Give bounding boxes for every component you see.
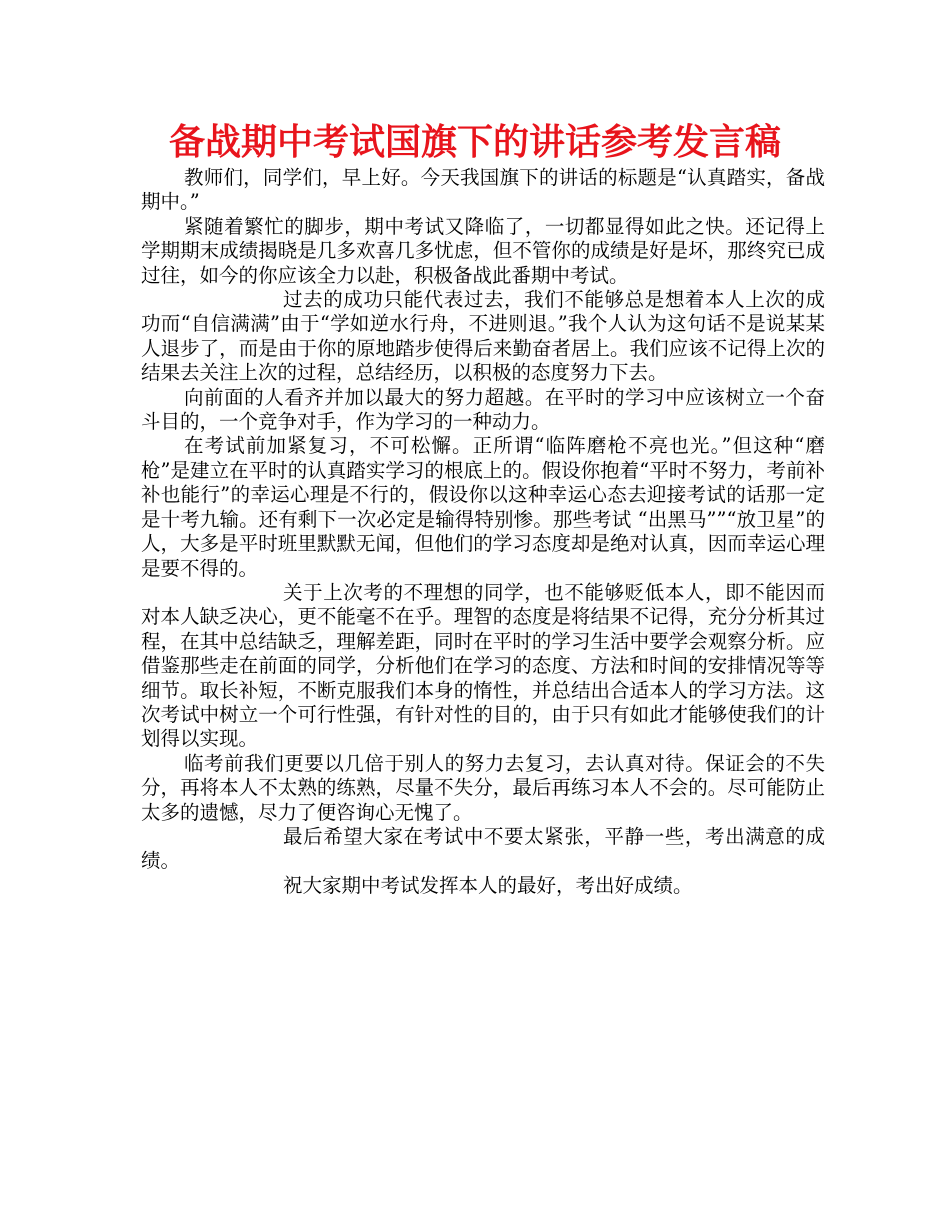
paragraph-wish: 祝大家期中考试发挥本人的最好，考出好成绩。 (283, 873, 693, 897)
paragraph-review: 在考试前加紧复习，不可松懈。正所谓“临阵磨枪不亮也光。”但这种“磨枪”是建立在平时的认真踏实学习的根底上的。假设你抱着“平时不努力，考前补补也能行”的幸运心理是不行的，假设你以这种幸运心态去迎接考试的话那一定是十考九输。还有剩下一次必定是输得特别惨。那些考试 “出黑马””“放卫星”的人，大多是平时班里默默无闻，但他们的学习态度却是绝对认真，因而幸运心理是要不得的。 (141, 434, 825, 580)
document-body (141, 166, 825, 898)
paragraph-unsatisfied: 关于上次考的不理想的同学，也不能够贬低本人，即不能因而对本人缺乏决心，更不能毫不在乎。理智的态度是将结果不记得，充分分析其过程，在其中总结缺乏，理解差距，同时在平时的学习生活中要学会观察分析。应借鉴那些走在前面的同学，分析他们在学习的态度、方法和时间的安排情况等等细节。取长补短，不断克服我们本身的惰性，并总结出合适本人的学习方法。这次考试中树立一个可行性强，有针对性的目的，由于只有如此才能够使我们的计划得以实现。 (141, 580, 825, 751)
paragraph-catch-up: 向前面的人看齐并加以最大的努力超越。在平时的学习中应该树立一个奋斗目的，一个竞争对手，作为学习的一种动力。 (141, 385, 825, 434)
paragraph-exam-approach: 紧随着繁忙的脚步，期中考试又降临了，一切都显得如此之快。还记得上学期期末成绩揭晓是几多欢喜几多忧虑，但不管你的成绩是好是坏，那终究已成过往，如今的你应该全力以赴，积极备战此番期中考试。 (141, 214, 825, 287)
paragraph-greeting: 教师们，同学们，早上好。今天我国旗下的讲话的标题是“认真踏实，备战期中。” (141, 166, 825, 214)
paragraph-past-success: 过去的成功只能代表过去，我们不能够总是想着本人上次的成功而“自信满满”由于“学如逆水行舟，不进则退。”我个人认为这句话不是说某某人退步了，而是由于你的原地踏步使得后来勤奋者居上。我们应该不记得上次的结果去关注上次的过程，总结经历，以积极的态度努力下去。 (141, 288, 825, 385)
paragraph-before-exam: 临考前我们更要以几倍于别人的努力去复习，去认真对待。保证会的不失分，再将本人不太熟的练熟，尽量不失分，最后再练习本人不会的。尽可能防止太多的遗憾，尽力了便咨询心无愧了。 (141, 751, 825, 824)
paragraph-hope: 最后希望大家在考试中不要太紧张，平静一些，考出满意的成绩。 (141, 824, 825, 873)
document-title: 备战期中考试国旗下的讲话参考发言稿 (168, 122, 781, 163)
